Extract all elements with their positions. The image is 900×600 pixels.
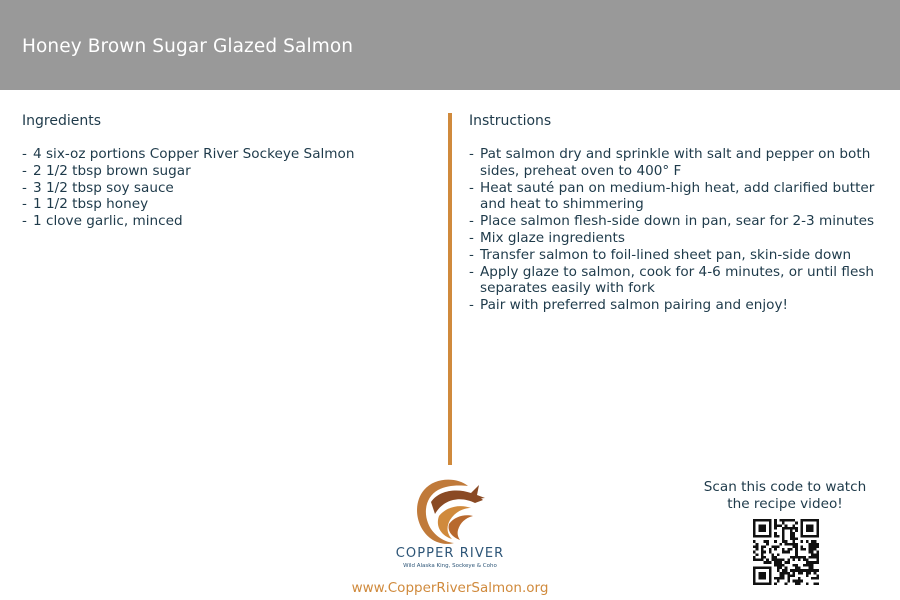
instructions-list	[469, 146, 879, 314]
instruction-item-text: Transfer salmon to foil-lined sheet pan, skin-side down	[480, 246, 852, 263]
qr-caption	[690, 479, 880, 513]
instruction-item-text: Pair with preferred salmon pairing and enjoy!	[480, 297, 788, 314]
instruction-item	[469, 180, 879, 214]
ingredient-item-text: 3 1/2 tbsp soy sauce	[33, 179, 174, 196]
ingredient-item-text: 4 six-oz portions Copper River Sockeye Salmon	[33, 146, 355, 162]
list-marker: -	[469, 229, 474, 246]
qr-code-icon[interactable]	[753, 519, 819, 585]
instruction-item-text: Heat sauté pan on medium-high heat, add clarified butter and heat to shimmering	[480, 179, 875, 213]
recipe-title: Honey Brown Sugar Glazed Salmon	[22, 36, 354, 57]
salmon-logo-icon	[405, 476, 495, 546]
list-marker: -	[469, 146, 474, 162]
instruction-item	[469, 230, 879, 247]
list-marker: -	[22, 213, 27, 230]
ingredients-list	[22, 146, 422, 230]
ingredients-heading: Ingredients	[22, 113, 101, 129]
list-marker: -	[469, 297, 474, 314]
ingredient-item-text: 1 clove garlic, minced	[33, 213, 183, 230]
ingredient-item	[22, 180, 422, 197]
instruction-item	[469, 297, 879, 314]
ingredient-item	[22, 146, 422, 163]
instructions-heading: Instructions	[469, 113, 552, 129]
list-marker: -	[22, 179, 27, 196]
list-marker: -	[22, 162, 27, 179]
ingredient-item	[22, 213, 422, 230]
instruction-item-text: Pat salmon dry and sprinkle with salt and pepper on both sides, preheat oven to 400° F	[480, 146, 871, 179]
column-divider	[448, 113, 452, 465]
instruction-item	[469, 146, 879, 180]
ingredient-item	[22, 196, 422, 213]
header-bar	[0, 0, 900, 90]
list-marker: -	[22, 146, 27, 162]
ingredient-item-text: 1 1/2 tbsp honey	[33, 196, 149, 213]
instruction-item	[469, 247, 879, 264]
qr-caption-line2: the recipe video!	[727, 496, 843, 512]
list-marker: -	[469, 179, 474, 196]
brand-name: COPPER RIVER	[395, 546, 505, 561]
instruction-item-text: Place salmon flesh-side down in pan, sear for 2-3 minutes	[480, 213, 875, 230]
instruction-item-text: Apply glaze to salmon, cook for 4-6 minutes, or until flesh separates easily with fork	[480, 263, 875, 297]
list-marker: -	[22, 196, 27, 213]
instruction-item-text: Mix glaze ingredients	[480, 229, 625, 246]
brand-tagline: Wild Alaska King, Sockeye & Coho	[403, 563, 497, 569]
website-link[interactable]: www.CopperRiverSalmon.org	[351, 580, 549, 596]
list-marker: -	[469, 246, 474, 263]
ingredient-item-text: 2 1/2 tbsp brown sugar	[33, 162, 191, 179]
qr-caption-line1: Scan this code to watch	[703, 479, 867, 495]
list-marker: -	[469, 213, 474, 230]
ingredient-item	[22, 163, 422, 180]
list-marker: -	[469, 263, 474, 280]
instruction-item	[469, 264, 879, 298]
instruction-item	[469, 213, 879, 230]
